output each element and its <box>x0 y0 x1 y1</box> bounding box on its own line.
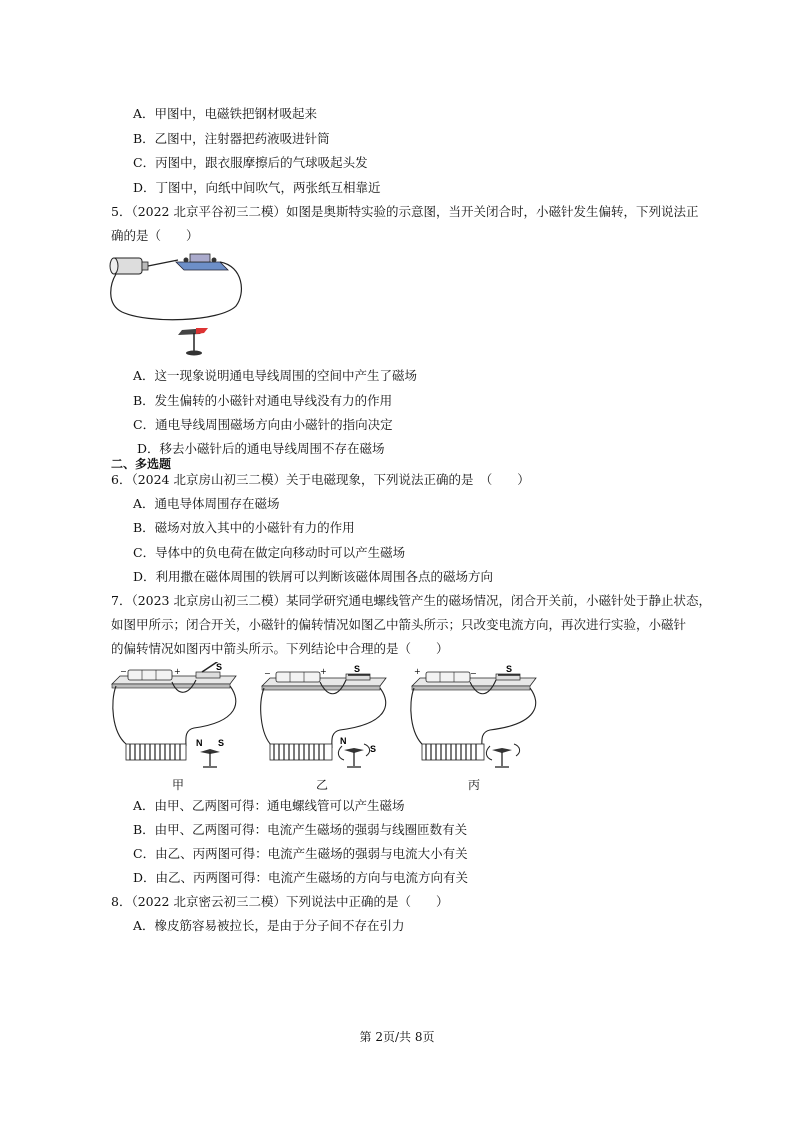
solenoid-figure-bing <box>408 664 546 774</box>
figure-caption-jia: 甲 <box>172 778 185 792</box>
switch-label: S <box>354 664 361 674</box>
q5-option-c: C．通电导线周围磁场方向由小磁针的指向决定 <box>133 417 393 432</box>
compass-s-label: S <box>370 744 377 754</box>
q7-stem-line2: 如图甲所示；闭合开关，小磁针的偏转情况如图乙中箭头所示；只改变电流方向，再次进行实验，小磁针 <box>111 617 687 632</box>
q7-option-c: C．由乙、丙两图可得：电流产生磁场的强弱与电流大小有关 <box>133 846 468 861</box>
solenoid-figure-jia <box>108 662 246 774</box>
q4-option-d: D．丁图中，向纸中间吹气，两张纸互相靠近 <box>133 180 381 195</box>
section-title-multiple-choice: 二、多选题 <box>111 457 172 471</box>
figure-caption-bing: 丙 <box>468 778 481 792</box>
compass-n-label: N <box>340 736 347 746</box>
plus-terminal-label: + <box>320 667 327 676</box>
compass-s-label: S <box>218 738 225 748</box>
q4-option-c: C．丙图中，跟衣服摩擦后的气球吸起头发 <box>133 155 368 170</box>
q7-stem-line3: 的偏转情况如图丙中箭头所示。下列结论中合理的是（ ） <box>111 641 449 656</box>
minus-terminal-label: − <box>470 669 477 678</box>
plus-terminal-label: + <box>414 667 421 676</box>
q6-option-c: C．导体中的负电荷在做定向移动时可以产生磁场 <box>133 545 406 560</box>
compass-n-label: N <box>196 738 203 748</box>
q4-option-a: A．甲图中，电磁铁把钢材吸起来 <box>133 106 318 121</box>
q6-option-b: B．磁场对放入其中的小磁针有力的作用 <box>133 520 355 535</box>
plus-terminal-label: + <box>174 667 181 676</box>
q5-option-d: D．移去小磁针后的通电导线周围不存在磁场 <box>137 441 385 456</box>
q6-stem: 6．（2024 北京房山初三二模）关于电磁现象，下列说法正确的是 （ ） <box>111 472 530 487</box>
q4-option-b: B．乙图中，注射器把药液吸进针筒 <box>133 131 330 146</box>
q5-option-b: B．发生偏转的小磁针对通电导线没有力的作用 <box>133 393 393 408</box>
q5-stem-line1: 5．（2022 北京平谷初三二模）如图是奥斯特实验的示意图，当开关闭合时，小磁针发生偏转，下列说法正 <box>111 204 699 219</box>
minus-terminal-label: − <box>120 667 127 676</box>
q7-option-a: A．由甲、乙两图可得：通电螺线管可以产生磁场 <box>133 798 405 813</box>
q7-option-d: D．由乙、丙两图可得：电流产生磁场的方向与电流方向有关 <box>133 870 469 885</box>
q6-option-d: D．利用撒在磁体周围的铁屑可以判断该磁体周围各点的磁场方向 <box>133 569 494 584</box>
q7-option-b: B．由甲、乙两图可得：电流产生磁场的强弱与线圈匝数有关 <box>133 822 468 837</box>
solenoid-figure-yi <box>258 664 396 774</box>
oersted-experiment-figure <box>108 248 248 360</box>
q7-stem-line1: 7．（2023 北京房山初三二模）某同学研究通电螺线管产生的磁场情况，闭合开关前，小磁针处于静止状态， <box>111 593 711 608</box>
q6-option-a: A．通电导体周围存在磁场 <box>133 496 280 511</box>
switch-label: S <box>506 664 513 674</box>
q8-stem: 8．（2022 北京密云初三二模）下列说法中正确的是（ ） <box>111 894 449 909</box>
switch-label: S <box>216 662 223 672</box>
q5-stem-line2: 确的是（ ） <box>111 228 199 243</box>
q8-option-a: A．橡皮筋容易被拉长，是由于分子间不存在引力 <box>133 918 405 933</box>
minus-terminal-label: − <box>264 669 271 678</box>
page-number-footer: 第 2页/共 8页 <box>359 1030 435 1044</box>
q5-option-a: A．这一现象说明通电导线周围的空间中产生了磁场 <box>133 368 418 383</box>
figure-caption-yi: 乙 <box>316 778 329 792</box>
